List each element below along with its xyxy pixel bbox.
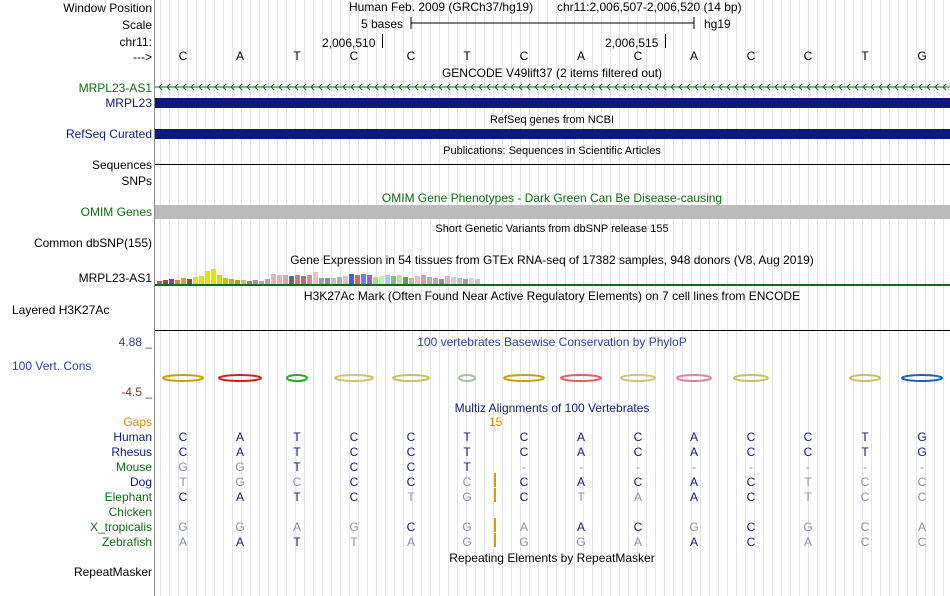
aligned-base: A bbox=[235, 490, 245, 504]
aligned-base: C bbox=[917, 490, 927, 504]
phylop-logo-glyph bbox=[902, 375, 942, 381]
aligned-base: T bbox=[407, 490, 415, 504]
base-letter: G bbox=[917, 49, 927, 63]
base-letter: A bbox=[576, 49, 586, 63]
base-letter: A bbox=[235, 49, 245, 63]
base-letter: C bbox=[178, 49, 188, 63]
aligned-base: T bbox=[293, 535, 301, 549]
aligned-base: T bbox=[293, 490, 301, 504]
gtex-tissue-bar[interactable] bbox=[283, 275, 288, 284]
insertion-marker-dog bbox=[494, 473, 496, 487]
aligned-base: G bbox=[576, 535, 586, 549]
gtex-tissue-bar[interactable] bbox=[415, 276, 420, 284]
aligned-base: - bbox=[579, 460, 583, 474]
aligned-base: C bbox=[349, 445, 359, 459]
aligned-base: G bbox=[519, 535, 529, 549]
aligned-base: - bbox=[806, 460, 810, 474]
species-label[interactable]: Rhesus bbox=[111, 445, 152, 459]
aligned-base: A bbox=[689, 430, 699, 444]
insertion-marker-xtropicalis bbox=[494, 518, 496, 532]
track-label-gtex[interactable]: MRPL23-AS1 bbox=[78, 271, 152, 285]
aligned-base: C bbox=[746, 490, 756, 504]
h3k27ac-title: H3K27Ac Mark (Often Found Near Active Regulatory Elements) on 7 cell lines from ENCODE bbox=[303, 289, 801, 303]
aligned-base: G bbox=[235, 520, 245, 534]
track-label-repeatmasker[interactable]: RepeatMasker bbox=[73, 565, 152, 579]
species-label[interactable]: Zebrafish bbox=[101, 535, 152, 549]
phylop-logo-glyph bbox=[561, 375, 601, 381]
aligned-base: T bbox=[293, 430, 301, 444]
insertion-marker-elephant bbox=[494, 488, 496, 502]
aligned-base: C bbox=[519, 490, 529, 504]
base-letter: C bbox=[349, 49, 359, 63]
gtex-tissue-bar[interactable] bbox=[337, 277, 342, 284]
phylop-logo-glyph bbox=[621, 375, 655, 381]
track-data-area[interactable] bbox=[155, 0, 950, 596]
aligned-base: C bbox=[746, 430, 756, 444]
aligned-base: - bbox=[920, 460, 924, 474]
pubs-title: Publications: Sequences in Scientific Articles bbox=[443, 145, 661, 157]
aligned-base: - bbox=[692, 460, 696, 474]
track-label-snps[interactable]: SNPs bbox=[121, 174, 152, 188]
aligned-base: C bbox=[633, 430, 643, 444]
phylop-min-value: -4.5 _ bbox=[121, 385, 152, 399]
window-position-label: Window Position bbox=[63, 1, 152, 15]
aligned-base: C bbox=[746, 520, 756, 534]
aligned-base: C bbox=[746, 535, 756, 549]
aligned-base: G bbox=[349, 520, 359, 534]
gtex-tissue-bar[interactable] bbox=[445, 276, 450, 284]
base-letter: T bbox=[463, 49, 471, 63]
aligned-base: C bbox=[860, 535, 870, 549]
aligned-base: C bbox=[406, 475, 416, 489]
gtex-tissue-bar[interactable] bbox=[403, 277, 408, 284]
scale-text: 5 bases bbox=[361, 17, 404, 31]
gtex-tissue-bar[interactable] bbox=[289, 276, 294, 284]
aligned-base: A bbox=[235, 535, 245, 549]
gtex-tissue-bar[interactable] bbox=[397, 275, 402, 284]
aligned-base: T bbox=[463, 430, 471, 444]
aligned-base: - bbox=[863, 460, 867, 474]
scale-label: Scale bbox=[121, 18, 152, 32]
species-label[interactable]: Human bbox=[113, 430, 152, 444]
aligned-base: G bbox=[235, 475, 245, 489]
track-label-mrpl23[interactable]: MRPL23 bbox=[105, 96, 152, 110]
aligned-base: A bbox=[235, 445, 245, 459]
phylop-max-value: 4.88 _ bbox=[118, 335, 152, 349]
aligned-base: C bbox=[519, 445, 529, 459]
scale-db-text: hg19 bbox=[704, 17, 731, 31]
track-label-layered-h3k27ac[interactable]: Layered H3K27Ac bbox=[12, 303, 110, 317]
gtex-tissue-bar[interactable] bbox=[421, 275, 426, 284]
gtex-tissue-bar[interactable] bbox=[271, 274, 276, 284]
species-label[interactable]: Chicken bbox=[108, 505, 152, 519]
species-label[interactable]: Mouse bbox=[115, 460, 152, 474]
gene-mrpl23-bar[interactable] bbox=[155, 98, 950, 108]
phylop-logo[interactable] bbox=[155, 364, 950, 394]
phylop-logo-glyph bbox=[219, 375, 261, 381]
aligned-base: G bbox=[689, 520, 699, 534]
aligned-base: A bbox=[576, 445, 586, 459]
ruler-tick-1 bbox=[382, 34, 383, 48]
gtex-tissue-bar[interactable] bbox=[379, 276, 384, 284]
aligned-base: A bbox=[178, 535, 188, 549]
track-label-omim-genes[interactable]: OMIM Genes bbox=[80, 205, 152, 219]
aligned-base: G bbox=[917, 445, 927, 459]
aligned-base: T bbox=[804, 490, 812, 504]
aligned-base: A bbox=[633, 490, 643, 504]
aligned-base: C bbox=[519, 475, 529, 489]
aligned-base: G bbox=[235, 460, 245, 474]
phylop-logo-glyph bbox=[850, 375, 880, 381]
species-label[interactable]: X_tropicalis bbox=[89, 520, 152, 534]
base-letter: C bbox=[633, 49, 643, 63]
phylop-logo-glyph bbox=[504, 375, 544, 381]
gtex-tissue-bar[interactable] bbox=[451, 277, 456, 284]
aligned-base: G bbox=[178, 520, 188, 534]
base-letter: A bbox=[689, 49, 699, 63]
insertion-marker-zebrafish bbox=[494, 533, 496, 547]
gap-count: 15 bbox=[489, 415, 503, 429]
species-label[interactable]: Dog bbox=[129, 475, 152, 489]
aligned-base: C bbox=[746, 475, 756, 489]
gtex-tissue-bar[interactable] bbox=[211, 269, 216, 284]
aligned-base: A bbox=[689, 445, 699, 459]
aligned-base: T bbox=[293, 445, 301, 459]
aligned-base: C bbox=[860, 490, 870, 504]
aligned-base: G bbox=[803, 520, 813, 534]
aligned-base: C bbox=[519, 430, 529, 444]
track-label-mrpl23-as1[interactable]: MRPL23-AS1 bbox=[78, 81, 152, 95]
aligned-base: T bbox=[861, 445, 869, 459]
aligned-base: C bbox=[917, 475, 927, 489]
aligned-base: G bbox=[917, 430, 927, 444]
base-letter: C bbox=[406, 49, 416, 63]
gtex-tissue-bar[interactable] bbox=[391, 276, 396, 284]
aligned-base: T bbox=[804, 475, 812, 489]
aligned-base: A bbox=[519, 520, 529, 534]
base-letter: C bbox=[746, 49, 756, 63]
gene-mrpl23-as1-arrows[interactable] bbox=[155, 81, 950, 93]
aligned-base: A bbox=[633, 535, 643, 549]
aligned-base: C bbox=[349, 430, 359, 444]
gtex-tissue-bar[interactable] bbox=[343, 276, 348, 284]
gaps-label: Gaps bbox=[123, 415, 152, 429]
gtex-tissue-bar[interactable] bbox=[205, 271, 210, 284]
aligned-base: C bbox=[633, 475, 643, 489]
track-label-common-dbsnp[interactable]: Common dbSNP(155) bbox=[33, 236, 152, 250]
gtex-tissue-bar[interactable] bbox=[427, 277, 432, 284]
gtex-tissue-bar[interactable] bbox=[217, 275, 222, 284]
aligned-base: A bbox=[689, 475, 699, 489]
aligned-base: C bbox=[178, 430, 188, 444]
phylop-logo-glyph bbox=[393, 375, 429, 381]
aligned-base: T bbox=[179, 475, 187, 489]
track-label-refseq-curated[interactable]: RefSeq Curated bbox=[65, 127, 152, 141]
repeat-title: Repeating Elements by RepeatMasker bbox=[449, 551, 655, 565]
aligned-base: T bbox=[293, 460, 301, 474]
aligned-base: C bbox=[917, 535, 927, 549]
chrom-label: chr11: bbox=[119, 35, 152, 49]
gtex-tissue-bar[interactable] bbox=[373, 277, 378, 284]
aligned-base: C bbox=[746, 445, 756, 459]
gtex-tissue-bar[interactable] bbox=[277, 275, 282, 284]
aligned-base: A bbox=[292, 520, 302, 534]
aligned-base: C bbox=[292, 475, 302, 489]
ruler-coord-1: 2,006,510 bbox=[322, 36, 376, 50]
base-letter: C bbox=[803, 49, 813, 63]
aligned-base: C bbox=[349, 460, 359, 474]
gtex-baseline bbox=[155, 284, 950, 286]
gtex-title: Gene Expression in 54 tissues from GTEx RNA-seq of 17382 samples, 948 donors (V8, Aug 2019) bbox=[290, 253, 814, 267]
aligned-base: A bbox=[576, 520, 586, 534]
scale-bar bbox=[410, 16, 700, 30]
position-text: chr11:2,006,507-2,006,520 (14 bp) bbox=[557, 0, 742, 14]
aligned-base: A bbox=[803, 535, 813, 549]
aligned-base: C bbox=[803, 430, 813, 444]
aligned-base: - bbox=[749, 460, 753, 474]
aligned-base: A bbox=[689, 535, 699, 549]
aligned-base: C bbox=[803, 445, 813, 459]
gtex-tissue-bar[interactable] bbox=[307, 275, 312, 284]
aligned-base: G bbox=[178, 460, 188, 474]
track-label-100-vert-cons[interactable]: 100 Vert. Cons bbox=[12, 359, 92, 373]
track-label-sequences[interactable]: Sequences bbox=[91, 158, 152, 172]
gtex-tissue-bar[interactable] bbox=[313, 272, 318, 284]
refseq-title: RefSeq genes from NCBI bbox=[489, 114, 615, 126]
aligned-base: A bbox=[406, 535, 416, 549]
gtex-tissue-bar[interactable] bbox=[199, 276, 204, 284]
aligned-base: C bbox=[633, 445, 643, 459]
refseq-gene-bar[interactable] bbox=[155, 129, 950, 139]
phylop-logo-glyph bbox=[163, 375, 203, 381]
gtex-tissue-bar[interactable] bbox=[301, 276, 306, 284]
ruler-coord-2: 2,006,515 bbox=[605, 36, 659, 50]
phylop-title: 100 vertebrates Basewise Conservation by PhyloP bbox=[417, 335, 687, 349]
base-letter: C bbox=[519, 49, 529, 63]
gtex-tissue-bar[interactable] bbox=[355, 275, 360, 284]
aligned-base: T bbox=[577, 490, 585, 504]
phylop-logo-glyph bbox=[677, 375, 711, 381]
aligned-base: - bbox=[522, 460, 526, 474]
aligned-base: C bbox=[406, 460, 416, 474]
gtex-tissue-bar[interactable] bbox=[361, 274, 366, 284]
dbsnp-title: Short Genetic Variants from dbSNP release 155 bbox=[435, 223, 669, 235]
aligned-base: A bbox=[235, 430, 245, 444]
aligned-base: G bbox=[462, 520, 472, 534]
aligned-base: A bbox=[576, 475, 586, 489]
strand-label: ---> bbox=[133, 50, 152, 64]
gtex-tissue-bar[interactable] bbox=[349, 274, 354, 284]
gtex-tissue-bar[interactable] bbox=[295, 275, 300, 284]
aligned-base: C bbox=[860, 475, 870, 489]
pubs-line[interactable] bbox=[155, 164, 950, 165]
base-letter: T bbox=[861, 49, 869, 63]
aligned-base: A bbox=[917, 520, 927, 534]
aligned-base: C bbox=[349, 490, 359, 504]
gtex-tissue-bar[interactable] bbox=[385, 275, 390, 284]
phylop-logo-glyph bbox=[335, 375, 373, 381]
aligned-base: T bbox=[463, 460, 471, 474]
gtex-tissue-bar[interactable] bbox=[193, 277, 198, 284]
aligned-base: T bbox=[463, 445, 471, 459]
aligned-base: T bbox=[861, 430, 869, 444]
multiz-title: Multiz Alignments of 100 Vertebrates bbox=[454, 401, 650, 415]
aligned-base: - bbox=[636, 460, 640, 474]
aligned-base: C bbox=[349, 475, 359, 489]
aligned-base: C bbox=[633, 520, 643, 534]
omim-title: OMIM Gene Phenotypes - Dark Green Can Be Disease-causing bbox=[381, 191, 723, 205]
gtex-tissue-bar[interactable] bbox=[367, 275, 372, 284]
phylop-logo-glyph bbox=[287, 375, 307, 381]
species-label[interactable]: Elephant bbox=[104, 490, 152, 504]
aligned-base: A bbox=[576, 430, 586, 444]
base-letter: T bbox=[293, 49, 301, 63]
aligned-base: G bbox=[462, 535, 472, 549]
phylop-logo-glyph bbox=[459, 375, 475, 381]
aligned-base: C bbox=[178, 490, 188, 504]
aligned-base: C bbox=[406, 445, 416, 459]
aligned-base: C bbox=[406, 430, 416, 444]
gencode-title: GENCODE V49lift37 (2 items filtered out) bbox=[441, 66, 663, 80]
aligned-base: C bbox=[178, 445, 188, 459]
assembly-text: Human Feb. 2009 (GRCh37/hg19) bbox=[349, 0, 534, 14]
omim-bar[interactable] bbox=[155, 205, 950, 219]
aligned-base: C bbox=[462, 475, 472, 489]
aligned-base: A bbox=[689, 490, 699, 504]
ruler-tick-2 bbox=[665, 34, 666, 48]
h3k27ac-baseline bbox=[155, 330, 950, 331]
phylop-logo-glyph bbox=[734, 375, 768, 381]
aligned-base: G bbox=[462, 490, 472, 504]
aligned-base: C bbox=[860, 520, 870, 534]
aligned-base: C bbox=[406, 520, 416, 534]
aligned-base: T bbox=[350, 535, 358, 549]
